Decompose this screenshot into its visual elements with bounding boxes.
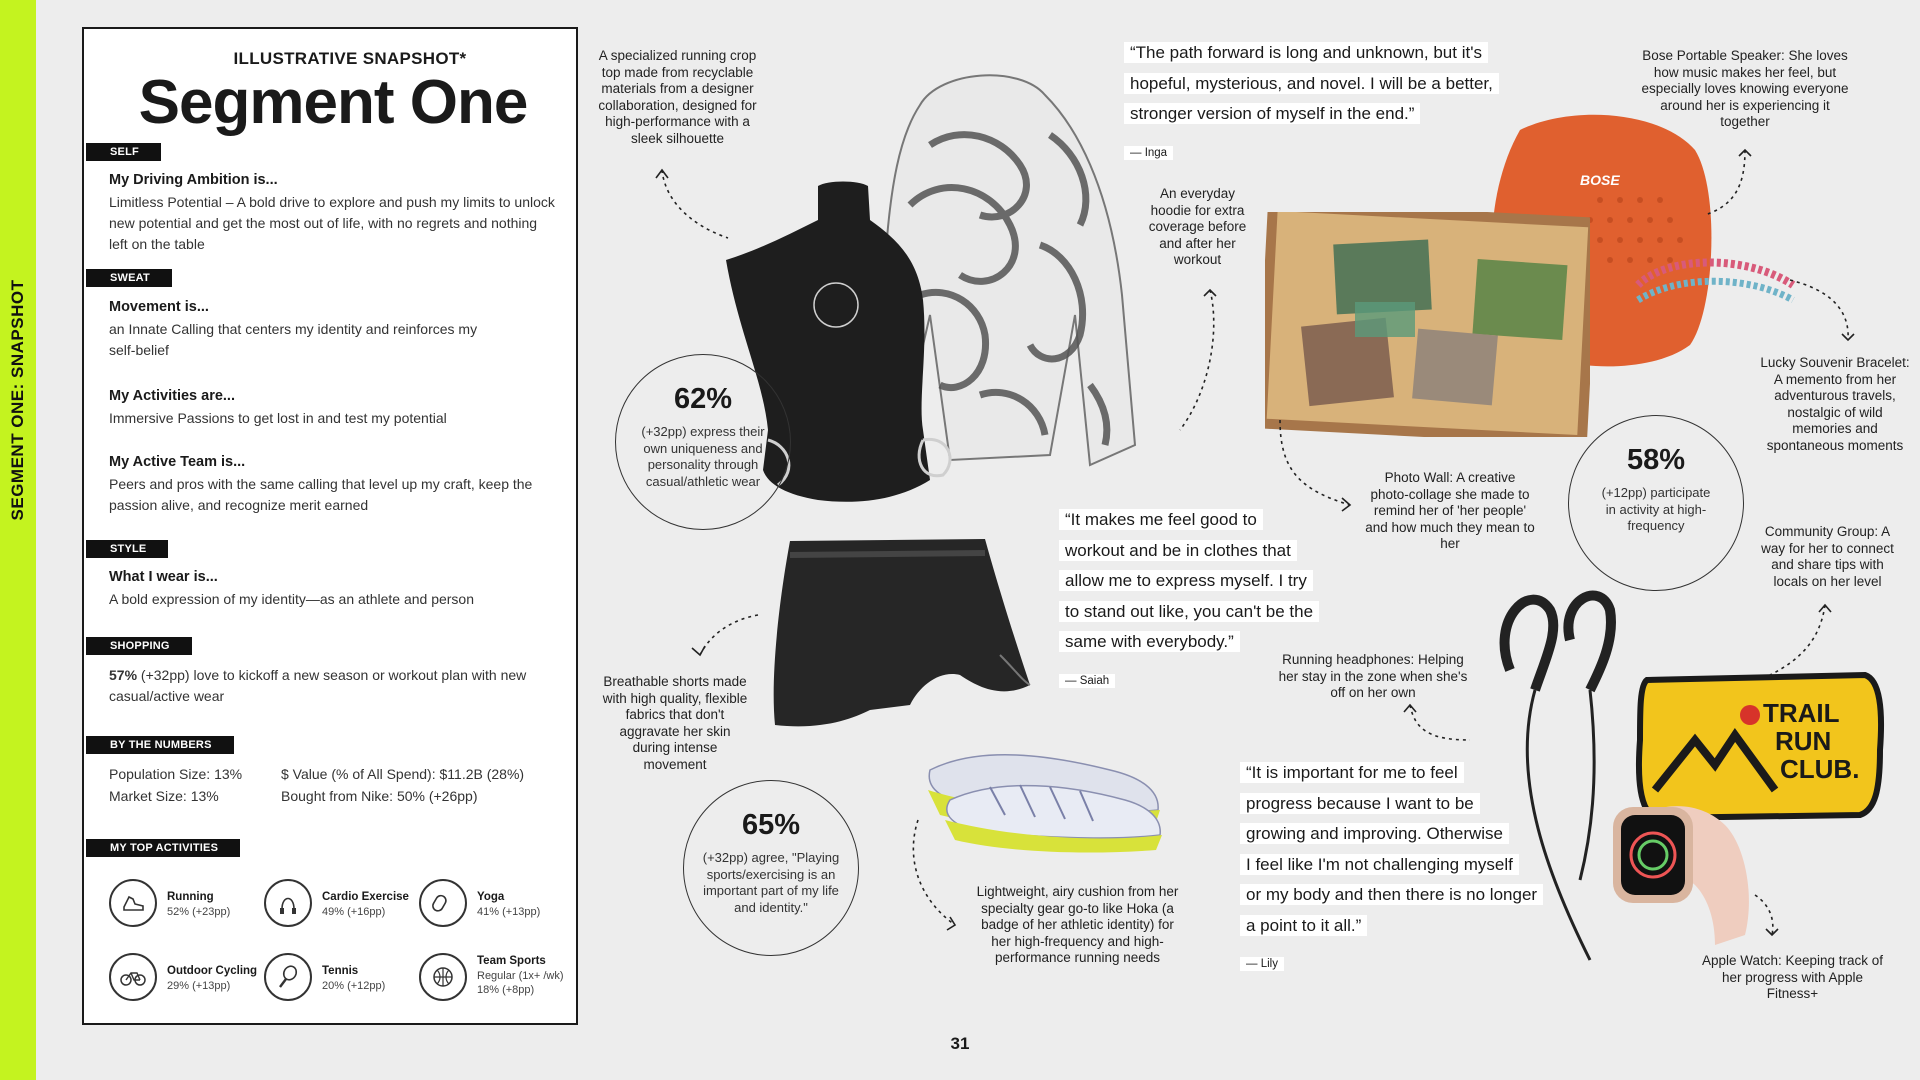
quote-line: hopeful, mysterious, and novel. I will be a better,	[1124, 73, 1499, 94]
caption-speaker: Bose Portable Speaker: She loves how music makes her feel, but especially loves knowing everyone around her is experiencing it together	[1641, 48, 1849, 129]
panel-kicker: ILLUSTRATIVE SNAPSHOT*	[233, 49, 467, 68]
basketball-icon	[419, 953, 467, 1001]
self-heading: My Driving Ambition is...	[109, 172, 278, 188]
stat-description: (+12pp) participate in activity at high-frequency	[1601, 485, 1711, 533]
patch-line-3: CLUB.	[1780, 754, 1860, 784]
caption-photo-wall: Photo Wall: A creative photo-collage she made to remind her of 'her people' and how much they mean to her	[1365, 470, 1535, 551]
segment-profile-panel	[82, 27, 578, 1025]
movement-heading: Movement is...	[109, 299, 209, 315]
quote-author: — Lily	[1240, 957, 1284, 971]
caption-headphones: Running headphones: Helping her stay in the zone when she's off on her own	[1278, 652, 1468, 700]
sidebar-title-wrap	[4, 270, 32, 530]
activity-running	[109, 879, 269, 931]
activity-stat: 18% (+8pp)	[477, 984, 535, 996]
stat-percent: 65%	[741, 809, 801, 841]
quote-lily	[1240, 758, 1560, 980]
movement-block	[109, 299, 559, 361]
running-shorts-image	[760, 535, 1040, 735]
caption-crop-top: A specialized running crop top made from recyclable materials from a designer collaboration, designed for high-performance with a sleek silhouette	[598, 48, 757, 146]
activity-name: Running	[167, 891, 214, 903]
section-tag-activities: MY TOP ACTIVITIES	[86, 839, 240, 857]
apple-watch-image	[1605, 785, 1755, 950]
stat-percent: 62%	[673, 383, 733, 415]
shopping-block	[109, 665, 559, 707]
shopping-text: (+32pp) love to kickoff a new season or workout plan with new casual/active wear	[109, 667, 527, 704]
bought-from-nike: Bought from Nike: 50% (+26pp)	[281, 788, 478, 804]
team-heading: My Active Team is...	[109, 454, 246, 470]
activity-name: Tennis	[322, 965, 359, 977]
speaker-brand-label: BOSE	[1580, 172, 1620, 188]
movement-body: an Innate Calling that centers my identity and reinforces my self-belief	[109, 321, 478, 358]
quote-line: workout and be in clothes that	[1059, 540, 1297, 561]
activity-name: Team Sports	[477, 955, 546, 967]
activity-yoga	[419, 879, 579, 931]
page-title: Segment One	[138, 68, 528, 137]
activity-team-sports	[419, 953, 579, 1005]
sidebar-title: SEGMENT ONE: SNAPSHOT	[8, 279, 27, 521]
patch-line-2: RUN	[1775, 726, 1832, 756]
yoga-mat-icon	[419, 879, 467, 927]
market-size: Market Size: 13%	[109, 788, 219, 804]
running-shoe-icon	[109, 879, 157, 927]
caption-shorts: Breathable shorts made with high quality, flexible fabrics that don't aggravate her skin during intense movement	[602, 674, 748, 772]
style-heading: What I wear is...	[109, 569, 218, 585]
activity-name: Cardio Exercise	[322, 891, 409, 903]
self-block	[109, 172, 559, 255]
section-tag-numbers: BY THE NUMBERS	[86, 736, 234, 754]
quote-line: I feel like I'm not challenging myself	[1240, 854, 1519, 875]
stat-percent: 58%	[1626, 444, 1686, 476]
activity-stat: 29% (+13pp)	[167, 980, 231, 992]
section-tag-style: STYLE	[86, 540, 168, 558]
stat-circle-58	[1568, 415, 1744, 591]
activity-stat: 20% (+12pp)	[322, 980, 386, 992]
style-block	[109, 569, 559, 610]
quote-saiah	[1059, 505, 1349, 696]
quote-line: “It is important for me to feel	[1240, 762, 1464, 783]
activity-stat-qualifier: Regular (1x+ /wk)	[477, 970, 564, 982]
sidebar-accent	[0, 0, 36, 1080]
stat-description: (+32pp) agree, "Playing sports/exercising is an important part of my life and identity."	[702, 850, 840, 915]
quote-author: — Saiah	[1059, 674, 1115, 688]
activity-stat: 41% (+13pp)	[477, 906, 541, 918]
jump-rope-icon	[264, 879, 312, 927]
team-body: Peers and pros with the same calling that level up my craft, keep the passion alive, and recognize merit earned	[109, 476, 533, 513]
self-body: Limitless Potential – A bold drive to explore and push my limits to unlock new potential and get the most out of life, with no regrets and nothing left on the table	[109, 194, 555, 252]
activity-cycling	[109, 953, 269, 1005]
activity-cardio	[264, 879, 424, 931]
style-body: A bold expression of my identity—as an athlete and person	[109, 591, 474, 607]
tennis-racket-icon	[264, 953, 312, 1001]
quote-line: “It makes me feel good to	[1059, 509, 1263, 530]
activities-body: Immersive Passions to get lost in and test my potential	[109, 410, 447, 426]
section-tag-sweat: SWEAT	[86, 269, 172, 287]
section-tag-self: SELF	[86, 143, 161, 161]
quote-line: to stand out like, you can't be the	[1059, 601, 1319, 622]
photo-wall-corkboard-image	[1265, 212, 1590, 437]
population-size: Population Size: 13%	[109, 766, 243, 782]
hoka-shoes-image	[910, 715, 1170, 855]
activity-stat: 49% (+16pp)	[322, 906, 386, 918]
activity-tennis	[264, 953, 424, 1005]
activity-name: Yoga	[477, 891, 505, 903]
team-block	[109, 454, 559, 516]
caption-watch: Apple Watch: Keeping track of her progress with Apple Fitness+	[1701, 953, 1884, 1001]
caption-bracelet: Lucky Souvenir Bracelet: A memento from her adventurous travels, nostalgic of wild memories and spontaneous moments	[1760, 355, 1910, 453]
quote-line: allow me to express myself. I try	[1059, 570, 1313, 591]
caption-shoes: Lightweight, airy cushion from her specialty gear go-to like Hoka (a badge of her athletic identity) for her high-frequency and high-performance running needs	[976, 884, 1179, 965]
stat-description: (+32pp) express their own uniqueness and personality through casual/athletic wear	[641, 424, 765, 489]
activity-stat: 52% (+23pp)	[167, 906, 231, 918]
caption-community: Community Group: A way for her to connect and share tips with locals on her level	[1761, 524, 1894, 589]
activities-block	[109, 388, 559, 429]
bicycle-icon	[109, 953, 157, 1001]
shopping-stat: 57%	[109, 667, 138, 683]
dollar-value: $ Value (% of All Spend): $11.2B (28%)	[281, 766, 525, 782]
patch-line-1: TRAIL	[1763, 698, 1840, 728]
activities-heading: My Activities are...	[109, 388, 235, 404]
quote-author: — Inga	[1124, 146, 1173, 160]
quote-line: progress because I want to be	[1240, 793, 1480, 814]
quote-line: stronger version of myself in the end.”	[1124, 103, 1420, 124]
quote-line: growing and improving. Otherwise	[1240, 823, 1509, 844]
quote-line: a point to it all.”	[1240, 915, 1367, 936]
quote-line: “The path forward is long and unknown, but it's	[1124, 42, 1488, 63]
activity-name: Outdoor Cycling	[167, 965, 258, 977]
quote-inga	[1124, 38, 1554, 168]
quote-line: same with everybody.”	[1059, 631, 1240, 652]
stat-circle-65	[683, 780, 859, 956]
section-tag-shopping: SHOPPING	[86, 637, 192, 655]
quote-line: or my body and then there is no longer	[1240, 884, 1543, 905]
caption-hoodie: An everyday hoodie for extra coverage before and after her workout	[1148, 186, 1247, 267]
beaded-bracelet-image	[1628, 245, 1798, 325]
page-number: 31	[950, 1034, 970, 1053]
stat-circle-62	[615, 354, 791, 530]
